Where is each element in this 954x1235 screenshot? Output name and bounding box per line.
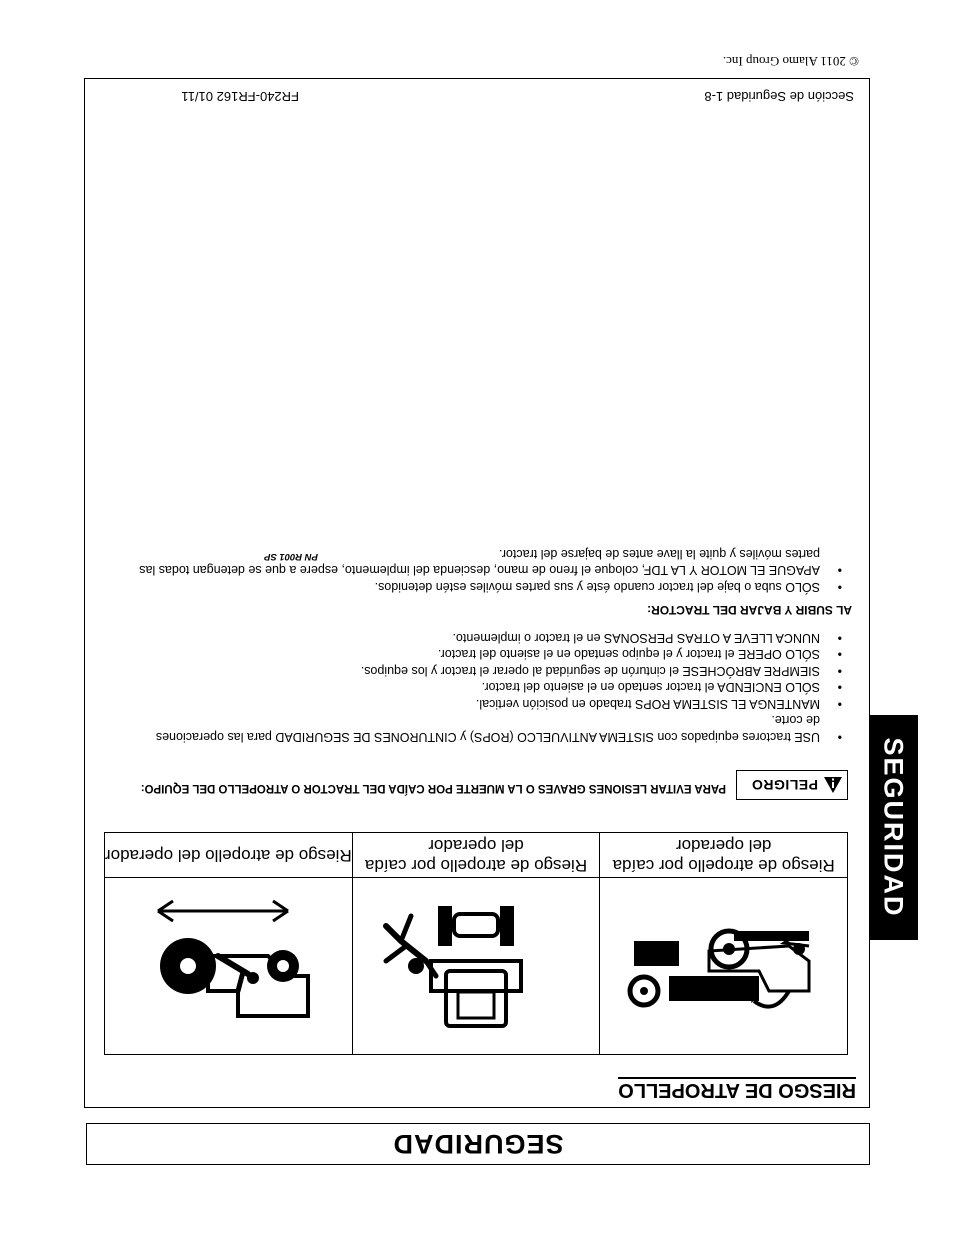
section-heading: RIESGO DE ATROPELLO	[618, 1079, 856, 1101]
copyright-notice: © 2011 Alamo Group Inc.	[722, 54, 859, 69]
hazard-caption: Riesgo de atropello por caída del operador	[352, 833, 600, 878]
mount-dismount-subheading: AL SUBIR Y BAJAR DEL TRACTOR:	[647, 603, 852, 617]
hazard-cell-fall	[352, 878, 600, 1055]
side-tab-label: SEGURIDAD	[878, 737, 909, 918]
mount-dismount-rules-list	[108, 546, 848, 596]
list-item: • SÓLO OPERE el tractor y el equipo sentado en el asiento del tractor.	[148, 646, 848, 663]
warning-triangle-icon	[823, 776, 843, 794]
side-section-tab	[869, 715, 918, 940]
page-title: SEGURIDAD	[392, 1129, 564, 1160]
danger-badge	[736, 770, 848, 800]
footer-doc-code: FR240-FR162 01/11	[181, 89, 299, 104]
fall-from-tractor-icon	[376, 896, 576, 1036]
list-item: • SÓLO ENCIENDA el tractor sentado en el asiento del tractor.	[148, 679, 848, 696]
list-item: • SIEMPRE ABRÓCHESE el cinturón de seguridad al operar el tractor y los equipos.	[148, 663, 848, 680]
list-item: • SÓLO suba o baje del tractor cuando éste y sus partes móviles estén detenidos.	[108, 579, 848, 596]
part-number: PN R001 SP	[264, 551, 318, 562]
rollover-icon	[619, 911, 829, 1021]
list-item: • USE tractores equipados con SISTEMA ANTIVUELCO (ROPS) y CINTURONES DE SEGURIDAD para las operaciones de corte.	[148, 712, 848, 745]
hazard-caption: Riesgo de atropello por caída del operador	[600, 833, 848, 878]
hazard-caption: Riesgo de atropello del operador	[105, 833, 353, 878]
danger-badge-label: PELIGRO	[751, 777, 818, 793]
list-item: • MANTENGA EL SISTEMA ROPS trabado en posición vertical.	[148, 696, 848, 713]
hazard-cell-rollover	[600, 878, 848, 1055]
list-item: • APAGUE EL MOTOR Y LA TDF, coloque el freno de mano, descienda del implemento, espere a que se detengan todas las partes móviles y quite la llave antes de bajarse del tractor.	[108, 546, 848, 579]
page-title-bar	[86, 1123, 870, 1165]
hazard-cell-runover	[105, 878, 353, 1055]
danger-warning-text: PARA EVITAR LESIONES GRAVES O LA MUERTE POR CAÍDA DEL TRACTOR O ATROPELLO DEL EQUIPO:	[140, 782, 726, 794]
footer-section-page: Sección de Seguridad 1-8	[704, 89, 854, 104]
hazard-illustration-table	[104, 832, 848, 1055]
list-item: • NUNCA LLEVE A OTRAS PERSONAS en el tractor o implemento.	[148, 630, 848, 647]
runover-icon	[128, 896, 328, 1036]
safety-rules-list	[148, 630, 848, 746]
